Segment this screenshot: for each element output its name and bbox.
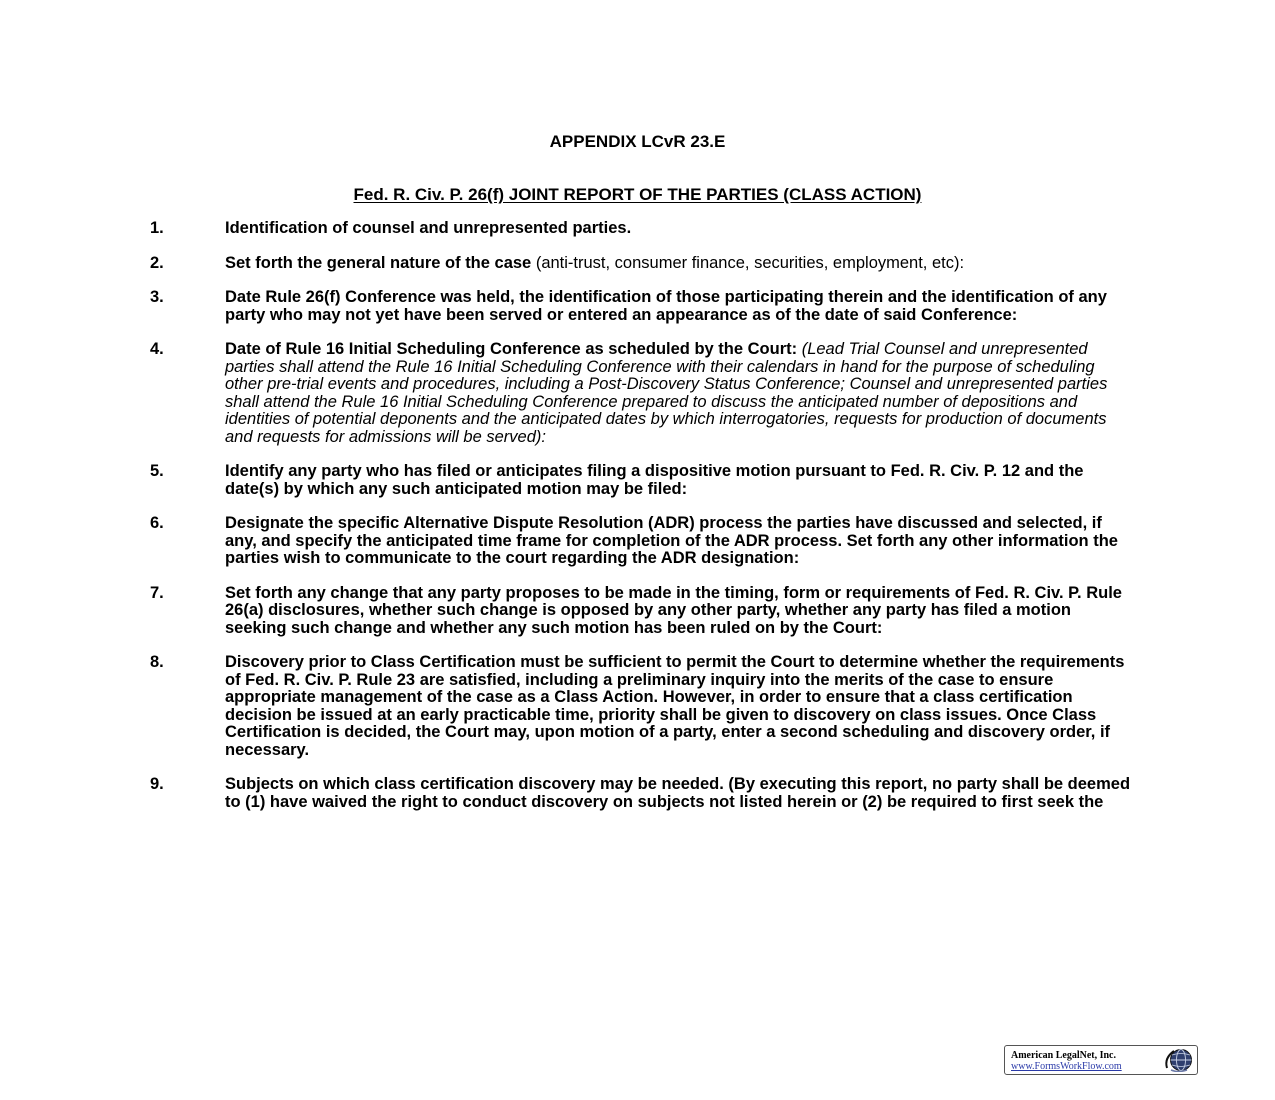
item-bold-text: Set forth the general nature of the case (225, 253, 532, 272)
document-title (0, 185, 1275, 205)
report-item-4 (150, 341, 1135, 446)
item-italic-text: (Lead Trial Counsel and unrepresented parties shall attend the Rule 16 Initial Scheduling Conference with their calendars in hand for the purpose of scheduling other pre-trial events and procedures, including a Post-Discovery Status Conference; Counsel and unrepresented parties shall attend the Rule 16 Initial Scheduling Conference prepared to discuss the anticipated number of depositions and identities of potential deponents and the anticipated dates by which interrogatories, requests for production of documents and requests for admissions will be served): (225, 340, 1108, 446)
item-number: 8. (150, 653, 164, 671)
report-item-9 (150, 776, 1135, 811)
publisher-website-link[interactable]: www.FormsWorkFlow.com (1011, 1061, 1122, 1072)
item-number: 7. (150, 583, 164, 602)
appendix-heading: APPENDIX LCvR 23.E (549, 132, 726, 151)
item-text (225, 289, 1135, 324)
item-number: 9. (150, 775, 164, 793)
item-number: 3. (150, 288, 164, 306)
item-number: 4. (150, 340, 164, 358)
report-item-5 (150, 463, 1135, 498)
report-item-1 (150, 220, 1135, 238)
report-item-6 (150, 515, 1135, 568)
item-number: 5. (150, 462, 164, 480)
item-text (225, 463, 1135, 498)
document-title-text: Fed. R. Civ. P. 26(f) JOINT REPORT OF THE PARTIES (CLASS ACTION) (353, 185, 922, 204)
publisher-logo-badge[interactable] (1004, 1045, 1198, 1075)
item-text (225, 654, 1135, 759)
item-bold-text: Identification of counsel and unrepresented parties. (225, 219, 632, 237)
item-bold-text: Identify any party who has filed or anticipates filing a dispositive motion pursuant to Fed. R. Civ. P. 12 and the date(s) by which any such anticipated motion may be filed: (225, 462, 1084, 498)
item-bold-text: Date of Rule 16 Initial Scheduling Conference as scheduled by the Court: (225, 340, 798, 358)
item-number: 1. (150, 219, 164, 237)
item-text (225, 776, 1135, 811)
report-item-3 (150, 289, 1135, 324)
item-text (225, 255, 1135, 273)
item-plain-text: (anti-trust, consumer finance, securities, employment, etc): (531, 253, 965, 272)
item-bold-text: Set forth any change that any party proposes to be made in the timing, form or requirements of Fed. R. Civ. P. Rule 26(a) disclosures, whether such change is opposed by any other party, whether any party has filed a motion seeking such change and whether any such motion has been ruled on by the Court: (225, 583, 1122, 637)
publisher-company-name: American LegalNet, Inc. (1011, 1050, 1116, 1061)
item-text (225, 341, 1135, 446)
item-number: 2. (150, 253, 164, 272)
report-item-2 (150, 255, 1135, 273)
report-item-7 (150, 585, 1135, 638)
item-text (225, 515, 1135, 568)
item-bold-text: Discovery prior to Class Certification must be sufficient to permit the Court to determine whether the requirements of Fed. R. Civ. P. Rule 23 are satisfied, including a preliminary inquiry into the merits of the case to ensure appropriate management of the case as a Class Action. However, in order to ensure that a class certification decision be issued at an early practicable time, priority shall be given to discovery on class issues. Once Class Certification is decided, the Court may, upon motion of a party, enter a second scheduling and discovery order, if necessary. (225, 653, 1125, 759)
item-bold-text: Designate the specific Alternative Dispute Resolution (ADR) process the parties have discussed and selected, if any, and specify the anticipated time frame for completion of the ADR process. Set forth any other information the parties wish to communicate to the court regarding the ADR designation: (225, 514, 1118, 567)
item-bold-text: Date Rule 26(f) Conference was held, the identification of those participating therein and the identification of any party who may not yet have been served or entered an appearance as of the date of said Conference: (225, 288, 1107, 324)
item-text (225, 220, 1135, 238)
item-bold-text: Subjects on which class certification discovery may be needed. (By executing this report, no party shall be deemed to (1) have waived the right to conduct discovery on subjects not listed herein or (2) be required to first seek the (225, 775, 1131, 811)
report-item-8 (150, 654, 1135, 759)
globe-logo-icon (1162, 1048, 1196, 1072)
item-text (225, 585, 1135, 638)
item-number: 6. (150, 514, 164, 532)
report-item-list (150, 220, 1135, 811)
